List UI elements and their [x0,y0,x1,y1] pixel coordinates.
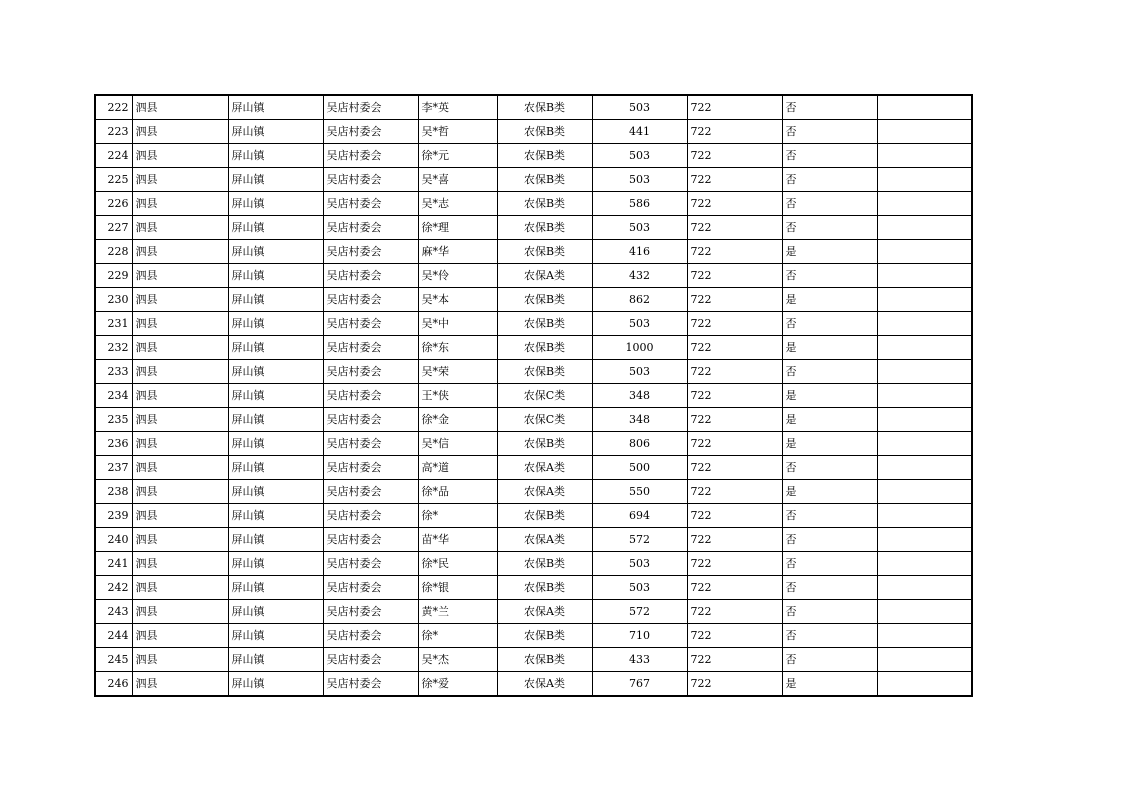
county-cell: 泗县 [132,504,228,528]
standard-cell: 722 [687,648,782,672]
table-row [95,168,972,192]
table-row [95,240,972,264]
flag-cell: 否 [782,120,877,144]
name-cell: 吴*信 [418,432,497,456]
note-cell [877,216,972,240]
village-cell: 吴店村委会 [323,672,418,697]
standard-cell: 722 [687,576,782,600]
standard-cell: 722 [687,408,782,432]
village-cell: 吴店村委会 [323,168,418,192]
sequence-cell: 224 [95,144,132,168]
name-cell: 徐*民 [418,552,497,576]
county-cell: 泗县 [132,408,228,432]
amount-cell: 503 [592,312,687,336]
village-cell: 吴店村委会 [323,120,418,144]
insurance-type-cell: 农保B类 [497,192,592,216]
name-cell: 李*英 [418,95,497,120]
county-cell: 泗县 [132,312,228,336]
county-cell: 泗县 [132,600,228,624]
name-cell: 徐*东 [418,336,497,360]
village-cell: 吴店村委会 [323,312,418,336]
standard-cell: 722 [687,552,782,576]
county-cell: 泗县 [132,624,228,648]
flag-cell: 否 [782,600,877,624]
table-row [95,528,972,552]
amount-cell: 550 [592,480,687,504]
standard-cell: 722 [687,672,782,697]
flag-cell: 否 [782,192,877,216]
county-cell: 泗县 [132,648,228,672]
town-cell: 屏山镇 [228,552,323,576]
town-cell: 屏山镇 [228,168,323,192]
amount-cell: 500 [592,456,687,480]
amount-cell: 416 [592,240,687,264]
name-cell: 徐*理 [418,216,497,240]
note-cell [877,144,972,168]
note-cell [877,528,972,552]
flag-cell: 是 [782,432,877,456]
note-cell [877,264,972,288]
village-cell: 吴店村委会 [323,192,418,216]
standard-cell: 722 [687,384,782,408]
town-cell: 屏山镇 [228,216,323,240]
sequence-cell: 241 [95,552,132,576]
town-cell: 屏山镇 [228,288,323,312]
sequence-cell: 240 [95,528,132,552]
sequence-cell: 223 [95,120,132,144]
name-cell: 徐*银 [418,576,497,600]
insurance-type-cell: 农保B类 [497,288,592,312]
standard-cell: 722 [687,528,782,552]
insurance-type-cell: 农保B类 [497,216,592,240]
standard-cell: 722 [687,144,782,168]
table-row [95,624,972,648]
village-cell: 吴店村委会 [323,95,418,120]
county-cell: 泗县 [132,456,228,480]
table-row [95,192,972,216]
town-cell: 屏山镇 [228,312,323,336]
insurance-type-cell: 农保B类 [497,624,592,648]
standard-cell: 722 [687,312,782,336]
standard-cell: 722 [687,288,782,312]
sequence-cell: 237 [95,456,132,480]
town-cell: 屏山镇 [228,528,323,552]
town-cell: 屏山镇 [228,480,323,504]
flag-cell: 否 [782,456,877,480]
amount-cell: 503 [592,576,687,600]
table-row [95,336,972,360]
flag-cell: 否 [782,624,877,648]
flag-cell: 是 [782,384,877,408]
town-cell: 屏山镇 [228,144,323,168]
flag-cell: 否 [782,504,877,528]
sequence-cell: 235 [95,408,132,432]
county-cell: 泗县 [132,384,228,408]
town-cell: 屏山镇 [228,120,323,144]
flag-cell: 否 [782,648,877,672]
town-cell: 屏山镇 [228,672,323,697]
town-cell: 屏山镇 [228,504,323,528]
sequence-cell: 244 [95,624,132,648]
county-cell: 泗县 [132,240,228,264]
note-cell [877,384,972,408]
table-row [95,504,972,528]
village-cell: 吴店村委会 [323,288,418,312]
table-row [95,384,972,408]
flag-cell: 是 [782,480,877,504]
note-cell [877,648,972,672]
insurance-type-cell: 农保B类 [497,240,592,264]
flag-cell: 否 [782,216,877,240]
name-cell: 麻*华 [418,240,497,264]
sequence-cell: 228 [95,240,132,264]
flag-cell: 否 [782,264,877,288]
sequence-cell: 239 [95,504,132,528]
sequence-cell: 238 [95,480,132,504]
amount-cell: 432 [592,264,687,288]
insurance-type-cell: 农保A类 [497,600,592,624]
amount-cell: 441 [592,120,687,144]
amount-cell: 503 [592,144,687,168]
note-cell [877,168,972,192]
name-cell: 徐* [418,624,497,648]
village-cell: 吴店村委会 [323,432,418,456]
standard-cell: 722 [687,600,782,624]
table-row [95,552,972,576]
flag-cell: 是 [782,408,877,432]
standard-cell: 722 [687,168,782,192]
village-cell: 吴店村委会 [323,240,418,264]
flag-cell: 是 [782,288,877,312]
sequence-cell: 243 [95,600,132,624]
standard-cell: 722 [687,95,782,120]
town-cell: 屏山镇 [228,264,323,288]
name-cell: 徐*金 [418,408,497,432]
amount-cell: 767 [592,672,687,697]
flag-cell: 否 [782,144,877,168]
insurance-type-cell: 农保B类 [497,120,592,144]
insurance-type-cell: 农保B类 [497,312,592,336]
flag-cell: 否 [782,95,877,120]
amount-cell: 806 [592,432,687,456]
insurance-type-cell: 农保B类 [497,360,592,384]
amount-cell: 348 [592,408,687,432]
county-cell: 泗县 [132,672,228,697]
standard-cell: 722 [687,264,782,288]
insurance-type-cell: 农保B类 [497,144,592,168]
village-cell: 吴店村委会 [323,408,418,432]
sequence-cell: 231 [95,312,132,336]
standard-cell: 722 [687,456,782,480]
note-cell [877,95,972,120]
amount-cell: 503 [592,216,687,240]
standard-cell: 722 [687,360,782,384]
village-cell: 吴店村委会 [323,360,418,384]
note-cell [877,408,972,432]
sequence-cell: 246 [95,672,132,697]
flag-cell: 否 [782,552,877,576]
name-cell: 吴*喜 [418,168,497,192]
standard-cell: 722 [687,432,782,456]
name-cell: 吴*荣 [418,360,497,384]
village-cell: 吴店村委会 [323,456,418,480]
insurance-type-cell: 农保B类 [497,336,592,360]
table-row [95,264,972,288]
note-cell [877,456,972,480]
town-cell: 屏山镇 [228,360,323,384]
amount-cell: 348 [592,384,687,408]
name-cell: 苗*华 [418,528,497,552]
table-row [95,120,972,144]
flag-cell: 是 [782,672,877,697]
insurance-type-cell: 农保B类 [497,648,592,672]
sequence-cell: 230 [95,288,132,312]
amount-cell: 862 [592,288,687,312]
insurance-type-cell: 农保B类 [497,576,592,600]
village-cell: 吴店村委会 [323,648,418,672]
village-cell: 吴店村委会 [323,480,418,504]
insurance-type-cell: 农保A类 [497,672,592,697]
sequence-cell: 227 [95,216,132,240]
standard-cell: 722 [687,624,782,648]
insurance-type-cell: 农保B类 [497,504,592,528]
town-cell: 屏山镇 [228,624,323,648]
table-row [95,672,972,697]
table-row [95,408,972,432]
county-cell: 泗县 [132,288,228,312]
sequence-cell: 229 [95,264,132,288]
standard-cell: 722 [687,120,782,144]
table-row [95,144,972,168]
sequence-cell: 226 [95,192,132,216]
county-cell: 泗县 [132,192,228,216]
standard-cell: 722 [687,216,782,240]
county-cell: 泗县 [132,216,228,240]
note-cell [877,504,972,528]
note-cell [877,552,972,576]
table-row [95,432,972,456]
standard-cell: 722 [687,480,782,504]
village-cell: 吴店村委会 [323,528,418,552]
note-cell [877,240,972,264]
insurance-type-cell: 农保C类 [497,384,592,408]
amount-cell: 586 [592,192,687,216]
sequence-cell: 245 [95,648,132,672]
insurance-type-cell: 农保B类 [497,552,592,576]
county-cell: 泗县 [132,360,228,384]
data-table [94,94,973,697]
town-cell: 屏山镇 [228,192,323,216]
county-cell: 泗县 [132,144,228,168]
table-row [95,480,972,504]
note-cell [877,480,972,504]
amount-cell: 503 [592,360,687,384]
table-row [95,648,972,672]
name-cell: 吴*中 [418,312,497,336]
name-cell: 徐* [418,504,497,528]
insurance-type-cell: 农保A类 [497,528,592,552]
table-row [95,456,972,480]
amount-cell: 503 [592,95,687,120]
county-cell: 泗县 [132,552,228,576]
amount-cell: 1000 [592,336,687,360]
standard-cell: 722 [687,336,782,360]
insurance-type-cell: 农保B类 [497,95,592,120]
standard-cell: 722 [687,504,782,528]
town-cell: 屏山镇 [228,576,323,600]
name-cell: 吴*志 [418,192,497,216]
town-cell: 屏山镇 [228,336,323,360]
standard-cell: 722 [687,240,782,264]
village-cell: 吴店村委会 [323,384,418,408]
note-cell [877,600,972,624]
note-cell [877,432,972,456]
town-cell: 屏山镇 [228,408,323,432]
county-cell: 泗县 [132,480,228,504]
village-cell: 吴店村委会 [323,552,418,576]
table-row [95,360,972,384]
name-cell: 高*道 [418,456,497,480]
flag-cell: 否 [782,576,877,600]
flag-cell: 否 [782,168,877,192]
insurance-type-cell: 农保A类 [497,480,592,504]
name-cell: 吴*伶 [418,264,497,288]
amount-cell: 710 [592,624,687,648]
town-cell: 屏山镇 [228,600,323,624]
town-cell: 屏山镇 [228,95,323,120]
flag-cell: 是 [782,336,877,360]
sequence-cell: 234 [95,384,132,408]
name-cell: 王*侠 [418,384,497,408]
village-cell: 吴店村委会 [323,336,418,360]
note-cell [877,120,972,144]
village-cell: 吴店村委会 [323,144,418,168]
village-cell: 吴店村委会 [323,600,418,624]
town-cell: 屏山镇 [228,456,323,480]
town-cell: 屏山镇 [228,384,323,408]
amount-cell: 572 [592,528,687,552]
table-row [95,312,972,336]
amount-cell: 572 [592,600,687,624]
sequence-cell: 236 [95,432,132,456]
amount-cell: 503 [592,168,687,192]
table-row [95,216,972,240]
name-cell: 吴*本 [418,288,497,312]
county-cell: 泗县 [132,168,228,192]
flag-cell: 是 [782,240,877,264]
village-cell: 吴店村委会 [323,624,418,648]
standard-cell: 722 [687,192,782,216]
insurance-type-cell: 农保C类 [497,408,592,432]
county-cell: 泗县 [132,95,228,120]
sequence-cell: 233 [95,360,132,384]
sequence-cell: 225 [95,168,132,192]
amount-cell: 503 [592,552,687,576]
village-cell: 吴店村委会 [323,504,418,528]
note-cell [877,360,972,384]
town-cell: 屏山镇 [228,648,323,672]
amount-cell: 694 [592,504,687,528]
table-row [95,95,972,120]
table-row [95,600,972,624]
flag-cell: 否 [782,312,877,336]
table-row [95,288,972,312]
village-cell: 吴店村委会 [323,264,418,288]
county-cell: 泗县 [132,336,228,360]
note-cell [877,312,972,336]
note-cell [877,336,972,360]
insurance-type-cell: 农保A类 [497,456,592,480]
table-body [95,95,972,696]
county-cell: 泗县 [132,528,228,552]
note-cell [877,672,972,697]
sequence-cell: 232 [95,336,132,360]
name-cell: 徐*元 [418,144,497,168]
flag-cell: 否 [782,528,877,552]
county-cell: 泗县 [132,432,228,456]
sequence-cell: 242 [95,576,132,600]
note-cell [877,192,972,216]
name-cell: 徐*爱 [418,672,497,697]
insurance-type-cell: 农保B类 [497,432,592,456]
county-cell: 泗县 [132,264,228,288]
insurance-type-cell: 农保B类 [497,168,592,192]
name-cell: 吴*哲 [418,120,497,144]
note-cell [877,576,972,600]
note-cell [877,288,972,312]
sequence-cell: 222 [95,95,132,120]
insurance-type-cell: 农保A类 [497,264,592,288]
county-cell: 泗县 [132,120,228,144]
county-cell: 泗县 [132,576,228,600]
town-cell: 屏山镇 [228,240,323,264]
note-cell [877,624,972,648]
village-cell: 吴店村委会 [323,216,418,240]
village-cell: 吴店村委会 [323,576,418,600]
amount-cell: 433 [592,648,687,672]
town-cell: 屏山镇 [228,432,323,456]
name-cell: 徐*品 [418,480,497,504]
flag-cell: 否 [782,360,877,384]
name-cell: 吴*杰 [418,648,497,672]
table-row [95,576,972,600]
name-cell: 黄*兰 [418,600,497,624]
